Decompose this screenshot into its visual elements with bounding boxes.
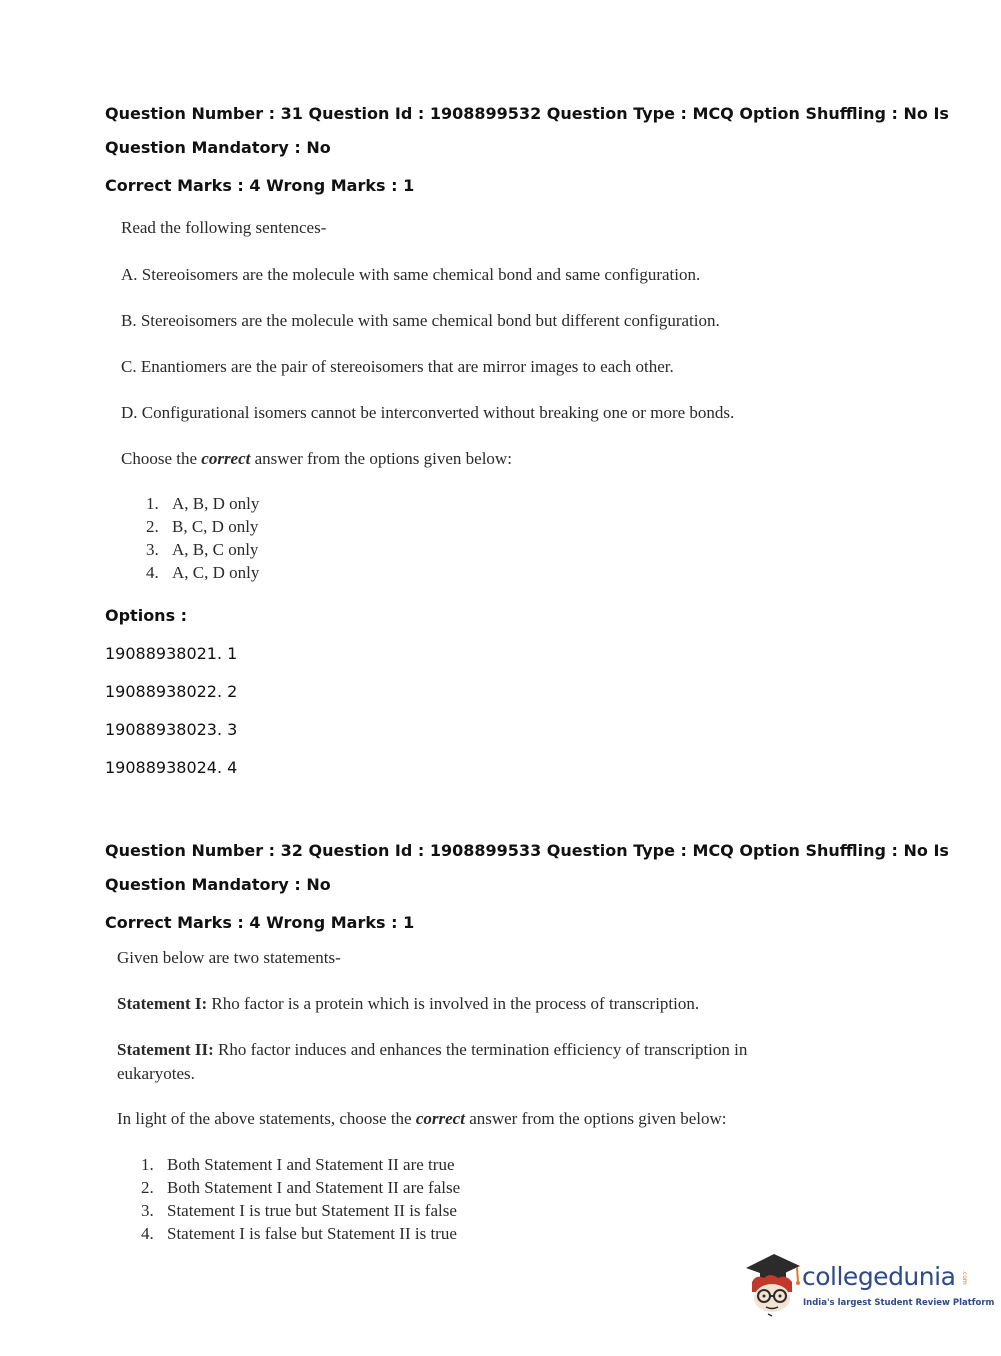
q31-list-item: 4. A, C, D only — [146, 563, 260, 582]
q31-instruction: Choose the correct answer from the options given below: — [121, 449, 512, 468]
q32-statement-2: Statement II: Rho factor induces and enhances the termination efficiency of transcription in — [117, 1040, 748, 1059]
q32-marks: Correct Marks : 4 Wrong Marks : 1 — [105, 913, 415, 932]
q31-marks: Correct Marks : 4 Wrong Marks : 1 — [105, 176, 415, 195]
q31-option-3: 19088938023. 3 — [105, 720, 238, 739]
q31-header-line2: Question Mandatory : No — [105, 138, 331, 157]
q32-list-item: 1. Both Statement I and Statement II are true — [141, 1155, 455, 1174]
q31-statement-a: A. Stereoisomers are the molecule with same chemical bond and same configuration. — [121, 265, 701, 284]
q32-statement-2-cont: eukaryotes. — [117, 1064, 195, 1083]
collegedunia-logo — [742, 1248, 995, 1320]
q31-options-label: Options : — [105, 606, 188, 625]
mascot-icon — [742, 1248, 804, 1318]
q31-statement-d: D. Configurational isomers cannot be interconverted without breaking one or more bonds. — [121, 403, 735, 422]
q32-list-item: 3. Statement I is true but Statement II is false — [141, 1201, 457, 1220]
q31-option-2: 19088938022. 2 — [105, 682, 238, 701]
q32-instruction: In light of the above statements, choose the correct answer from the options given below: — [117, 1109, 727, 1128]
logo-com: .com — [961, 1270, 968, 1285]
q31-statement-b: B. Stereoisomers are the molecule with same chemical bond but different configuration. — [121, 311, 720, 330]
q31-statement-c: C. Enantiomers are the pair of stereoisomers that are mirror images to each other. — [121, 357, 674, 376]
q32-intro: Given below are two statements- — [117, 948, 341, 967]
logo-wordmark: collegedunia — [802, 1262, 956, 1291]
q31-option-1: 19088938021. 1 — [105, 644, 238, 663]
q31-intro: Read the following sentences- — [121, 218, 327, 237]
q31-list-item: 2. B, C, D only — [146, 517, 259, 536]
q31-option-4: 19088938024. 4 — [105, 758, 238, 777]
q32-header-line1: Question Number : 32 Question Id : 1908899533 Question Type : MCQ Option Shuffling : No Is — [105, 841, 949, 860]
q31-list-item: 1. A, B, D only — [146, 494, 260, 513]
q31-header-line1: Question Number : 31 Question Id : 1908899532 Question Type : MCQ Option Shuffling : No Is — [105, 104, 949, 123]
logo-tagline: India's largest Student Review Platform — [803, 1298, 995, 1308]
q32-list-item: 4. Statement I is false but Statement II is true — [141, 1224, 457, 1243]
q32-header-line2: Question Mandatory : No — [105, 875, 331, 894]
q32-statement-1: Statement I: Rho factor is a protein which is involved in the process of transcription. — [117, 994, 700, 1013]
q32-list-item: 2. Both Statement I and Statement II are false — [141, 1178, 461, 1197]
q31-list-item: 3. A, B, C only — [146, 540, 259, 559]
